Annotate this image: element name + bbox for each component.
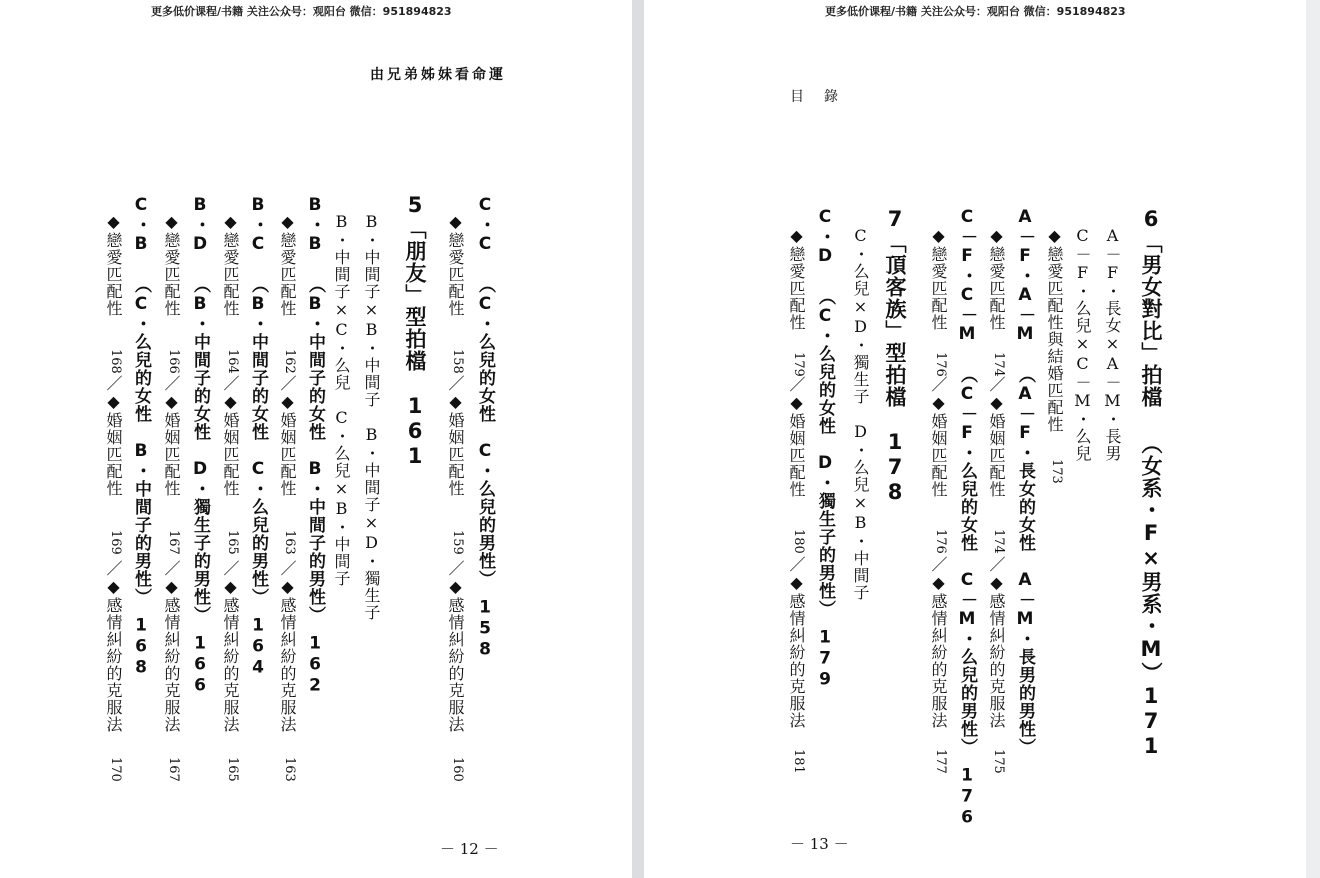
toc-line: B・D （B・中間子的女性 D・獨生子的男性） 166 xyxy=(190,195,210,697)
toc-page-ref: 170 xyxy=(108,757,123,782)
toc-entry-text: ◆戀愛匹配性 xyxy=(104,212,123,334)
toc-entry-text: ／◆感情糾紛的克服法 xyxy=(987,556,1006,746)
page-gutter xyxy=(632,0,644,878)
toc-page-ref: 162 xyxy=(282,349,297,374)
toc-line: C・D （C・么兒的女性 D・獨生子的男性） 179 xyxy=(815,207,835,691)
left-page xyxy=(0,0,632,878)
toc-line: A－F・A－M （A－F・長女的女性 A－M・長男的男性） xyxy=(1015,207,1035,756)
toc-entry-text: ／◆婚姻匹配性 xyxy=(221,375,240,514)
toc-entry-text: ／◆感情糾紛的克服法 xyxy=(104,560,123,750)
page-number: － 12 － xyxy=(440,840,499,858)
toc-entry-text: ／◆感情糾紛的克服法 xyxy=(929,556,948,746)
toc-line: C・C （C・么兒的女性 C・么兒的男性） 158 xyxy=(475,195,495,661)
toc-page-ref: 177 xyxy=(933,749,948,774)
toc-entry-text: ◆戀愛匹配性 xyxy=(446,212,465,334)
toc-entry-text: ◆戀愛匹配性與結婚匹配性 xyxy=(1045,226,1064,450)
toc-entry-text: ／◆婚姻匹配性 xyxy=(787,376,806,515)
toc-entry-text: ／◆感情糾紛的克服法 xyxy=(446,560,465,750)
toc-page-ref: 159 xyxy=(450,530,465,555)
toc-entry-text: ◆戀愛匹配性 xyxy=(278,212,297,334)
toc-page-ref: 181 xyxy=(791,749,806,774)
toc-page-ref: 163 xyxy=(282,757,297,782)
toc-entry-text: ／◆婚姻匹配性 xyxy=(278,375,297,514)
toc-line: B・中間子×B・中間子 B・中間子×D・獨生子 xyxy=(362,212,381,621)
toc-page-ref: 158 xyxy=(450,349,465,374)
toc-line: C－F・C－M （C－F・么兒的女性 C－M・么兒的男性） 176 xyxy=(957,207,977,829)
toc-entry-text: ／◆婚姻匹配性 xyxy=(987,376,1006,515)
toc-page-ref: 167 xyxy=(166,530,181,555)
toc-page-ref: 167 xyxy=(166,757,181,782)
toc-line: A－F・長女×A－M・長男 xyxy=(1103,226,1122,462)
toc-header: 目 錄 xyxy=(790,89,841,105)
toc-entry-text: ／◆婚姻匹配性 xyxy=(446,375,465,514)
watermark-text: 更多低价课程/书籍 关注公众号：观阳台 微信：951894823 xyxy=(825,5,1126,18)
toc-entry-text: ◆戀愛匹配性 xyxy=(987,226,1006,348)
toc-line: B・B （B・中間子的女性 B・中間子的男性） 162 xyxy=(305,195,325,697)
toc-entry-text: ／◆感情糾紛的克服法 xyxy=(221,560,240,750)
toc-page-ref: 175 xyxy=(991,749,1006,774)
toc-page-ref: 164 xyxy=(225,349,240,374)
right-page xyxy=(644,0,1306,878)
toc-page-ref: 174 xyxy=(991,529,1006,554)
toc-page-ref: 173 xyxy=(1049,459,1064,484)
viewer-background xyxy=(1306,0,1320,878)
toc-page-ref: 174 xyxy=(991,352,1006,377)
toc-page-ref: 165 xyxy=(225,757,240,782)
toc-page-ref: 176 xyxy=(933,529,948,554)
toc-line: C・么兒×D・獨生子 D・么兒×B・中間子 xyxy=(851,226,870,601)
toc-page-ref: 180 xyxy=(791,529,806,554)
toc-page-ref: 165 xyxy=(225,530,240,555)
toc-line: C－F・么兒×C－M・么兒 xyxy=(1073,226,1092,462)
section-heading: 6「男女對比」拍檔 （女系・F×男系・M）171 xyxy=(1139,207,1163,759)
page-number: － 13 － xyxy=(790,835,849,853)
toc-line: B・C （B・中間子的女性 C・么兒的男性） 164 xyxy=(248,195,268,679)
toc-page-ref: 176 xyxy=(933,352,948,377)
toc-page-ref: 166 xyxy=(166,349,181,374)
toc-entry-text: ◆戀愛匹配性 xyxy=(221,212,240,334)
toc-page-ref: 160 xyxy=(450,757,465,782)
toc-entry-text: ／◆感情糾紛的克服法 xyxy=(162,560,181,750)
toc-page-ref: 179 xyxy=(791,352,806,377)
toc-line: B・中間子×C・么兒 C・么兒×B・中間子 xyxy=(332,212,351,587)
toc-entry-text: ／◆婚姻匹配性 xyxy=(104,375,123,514)
watermark-text: 更多低价课程/书籍 关注公众号：观阳台 微信：951894823 xyxy=(151,5,452,18)
toc-entry-text: ◆戀愛匹配性 xyxy=(787,226,806,348)
toc-entry-text: ◆戀愛匹配性 xyxy=(162,212,181,334)
toc-page-ref: 168 xyxy=(108,349,123,374)
toc-entry-text: ／◆感情糾紛的克服法 xyxy=(278,560,297,750)
toc-entry-text: ◆戀愛匹配性 xyxy=(929,226,948,348)
book-title-header: 由兄弟姊妹看命運 xyxy=(370,67,506,83)
toc-entry-text: ／◆婚姻匹配性 xyxy=(162,375,181,514)
section-heading: 7「頂客族」型拍檔 178 xyxy=(883,207,907,505)
toc-page-ref: 163 xyxy=(282,530,297,555)
toc-line: C・B （C・么兒的女性 B・中間子的男性） 168 xyxy=(131,195,151,679)
toc-page-ref: 169 xyxy=(108,530,123,555)
section-heading: 5「朋友」型拍檔 161 xyxy=(403,193,427,469)
toc-entry-text: ／◆感情糾紛的克服法 xyxy=(787,556,806,746)
toc-entry-text: ／◆婚姻匹配性 xyxy=(929,376,948,515)
